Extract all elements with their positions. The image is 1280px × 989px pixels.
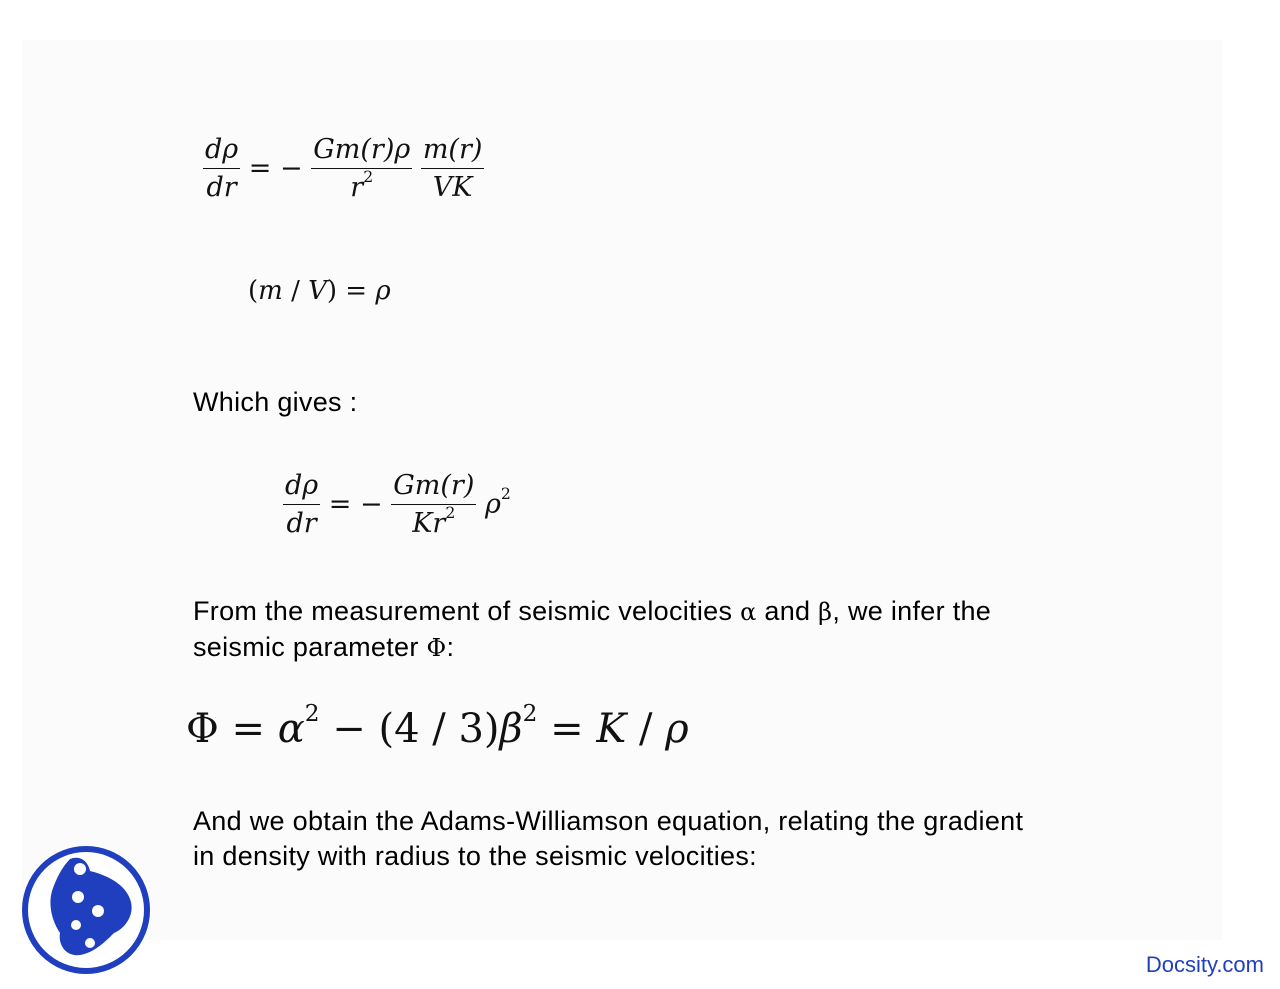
fraction-mass-volume: $\frac{m(r)}{VK}$ bbox=[422, 134, 483, 203]
text-seismic-velocities: From the measurement of seismic velocities α and β, we infer the seismic parameter Φ: bbox=[193, 596, 992, 662]
equation-mass-volume: (m / V) = ρ bbox=[248, 276, 391, 306]
equation-density-result bbox=[283, 470, 511, 539]
fraction-lhs: $\frac{d\rho}{dr}$ bbox=[205, 134, 239, 203]
docsity-logo-icon bbox=[20, 845, 152, 975]
text-which-gives: Which gives : bbox=[193, 387, 358, 417]
text-adams-williamson: And we obtain the Adams-Williamson equation, relating the gradient in density with radius to the seismic velocities: bbox=[193, 806, 1024, 871]
equals-minus: = − bbox=[328, 489, 383, 520]
fraction-lhs: $\frac{d\rho}{dr}$ bbox=[285, 470, 319, 539]
fraction-gravity-bulk: $\frac{Gm(r)}{Kr^2}$ bbox=[393, 470, 475, 539]
docsity-link[interactable]: Docsity.com bbox=[1145, 952, 1264, 977]
equation-density-gradient bbox=[203, 134, 484, 203]
equation-seismic-parameter: $\Phi = \alpha^2 - (4 / 3)\beta^2 = K / \rho$ bbox=[186, 700, 689, 752]
rho-squared: $\rho^2$ bbox=[484, 483, 511, 520]
equals-minus: = − bbox=[248, 153, 303, 184]
fraction-gravity: $\frac{Gm(r)\rho}{r^2}$ bbox=[313, 134, 411, 203]
